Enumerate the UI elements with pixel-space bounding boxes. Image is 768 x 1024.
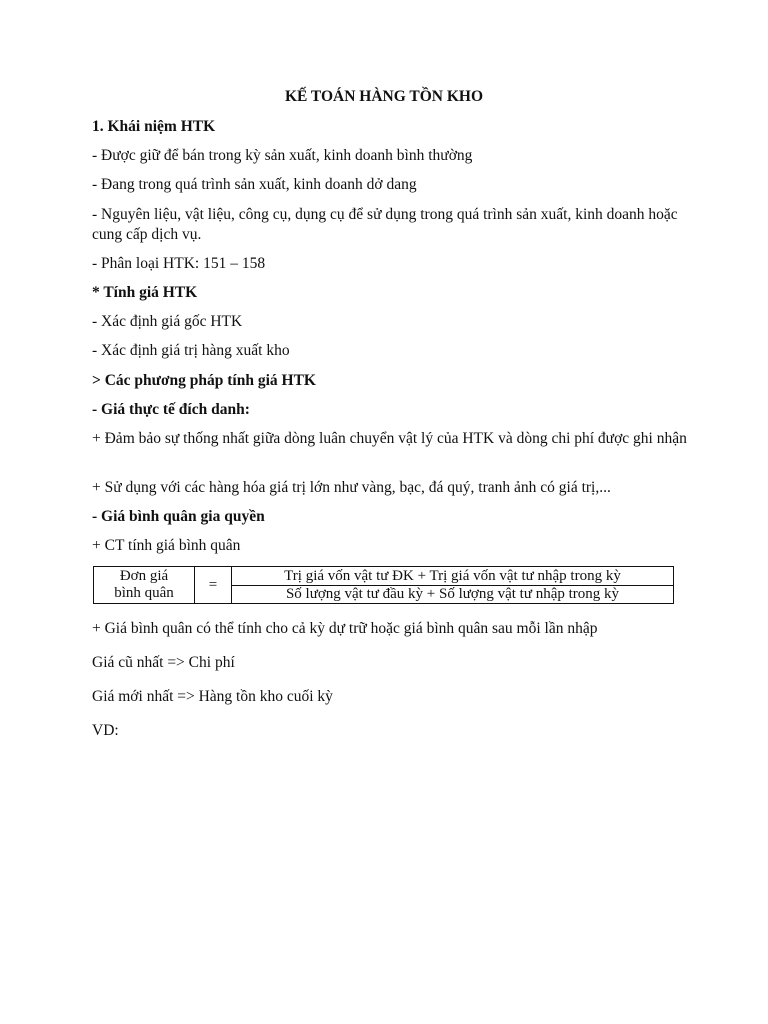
formula-table: [93, 566, 674, 604]
formula-lhs-line2: bình quân: [114, 585, 174, 601]
paragraph: + CT tính giá bình quân: [92, 537, 241, 554]
formula-equals: =: [195, 567, 232, 603]
paragraph: + Giá bình quân có thể tính cho cả kỳ dự trữ hoặc giá bình quân sau mỗi lần nhập: [92, 620, 598, 637]
section-heading-concept: 1. Khái niệm HTK: [92, 118, 216, 135]
paragraph: - Được giữ để bán trong kỳ sản xuất, kinh doanh bình thường: [92, 147, 473, 164]
paragraph: Giá cũ nhất => Chi phí: [92, 654, 235, 671]
paragraph: - Xác định giá gốc HTK: [92, 313, 243, 330]
formula-numerator: Trị giá vốn vật tư ĐK + Trị giá vốn vật tư nhập trong kỳ: [232, 567, 673, 586]
paragraph: - Nguyên liệu, vật liệu, công cụ, dụng cụ để sử dụng trong quá trình sản xuất, kinh doanh hoặc cung cấp dịch vụ.: [92, 206, 678, 243]
formula-fraction: [232, 567, 673, 603]
section-heading-methods: > Các phương pháp tính giá HTK: [92, 372, 316, 389]
formula-lhs-line1: Đơn giá: [119, 568, 169, 584]
formula-lhs: [94, 567, 195, 603]
subheading-specific-identification: - Giá thực tế đích danh:: [92, 401, 250, 418]
section-heading-pricing: * Tính giá HTK: [92, 284, 198, 301]
paragraph: Giá mới nhất => Hàng tồn kho cuối kỳ: [92, 688, 333, 705]
paragraph: + Sử dụng với các hàng hóa giá trị lớn như vàng, bạc, đá quý, tranh ảnh có giá trị,...: [92, 479, 611, 496]
paragraph: - Đang trong quá trình sản xuất, kinh doanh dở dang: [92, 176, 417, 193]
formula-denominator: Số lượng vật tư đầu kỳ + Số lượng vật tư nhập trong kỳ: [285, 586, 620, 602]
subheading-weighted-average: - Giá bình quân gia quyền: [92, 508, 265, 525]
document-title: KẾ TOÁN HÀNG TỒN KHO: [284, 88, 484, 105]
paragraph: - Xác định giá trị hàng xuất kho: [92, 342, 290, 359]
paragraph: VD:: [92, 722, 119, 739]
paragraph: + Đảm bảo sự thống nhất giữa dòng luân chuyển vật lý của HTK và dòng chi phí được ghi nhận: [92, 430, 687, 447]
paragraph: - Phân loại HTK: 151 – 158: [92, 255, 266, 272]
